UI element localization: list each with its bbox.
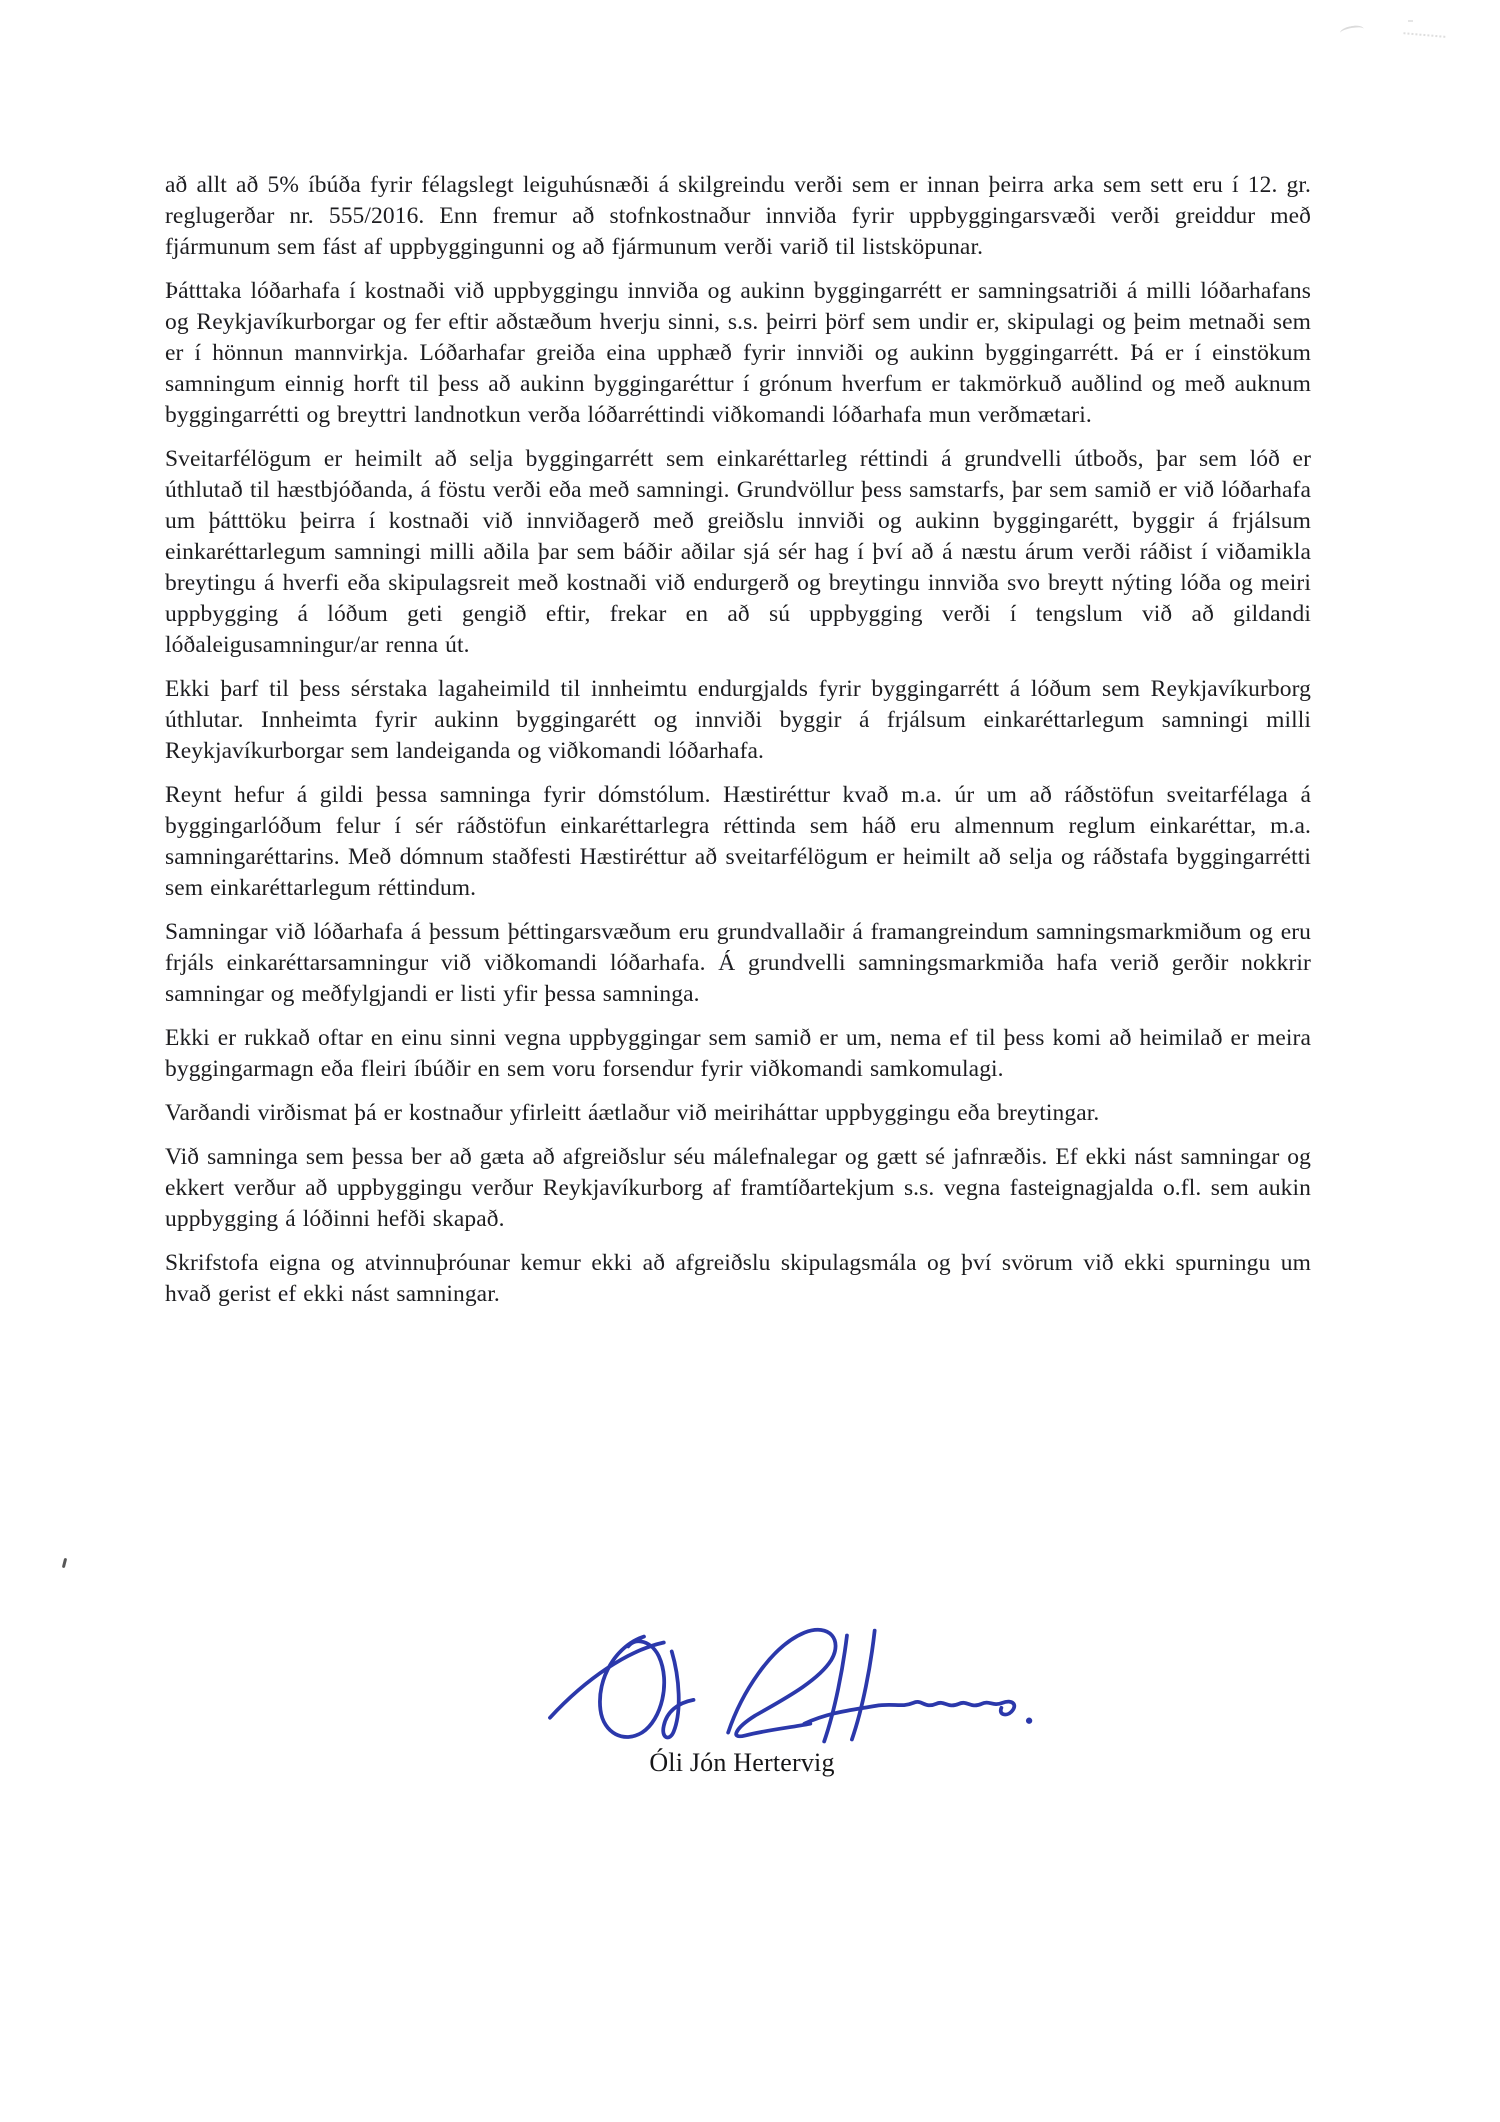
scan-artifact [62,1558,67,1568]
signature-printed-name: Óli Jón Hertervig [649,1748,835,1777]
signature-stroke [852,1631,875,1740]
paragraph: Við samninga sem þessa ber að gæta að afgreiðslur séu málefnalegar og gætt sé jafnræðis. Ef ekki nást samningar og ekkert verður að uppbyggingu verður Reykjavíkurborg af framtíðartekjum s.s. vegna fasteignagjalda o.fl. sem aukin uppbygging á lóðinni hefði skapað. [165,1144,1311,1232]
scan-artifact [1339,24,1364,38]
paragraph: Skrifstofa eigna og atvinnuþróunar kemur ekki að afgreiðslu skipulagsmála og því svörum við ekki spurningu um hvað gerist ef ekki nást samningar. [165,1250,1311,1307]
paragraph: Sveitarfélögum er heimilt að selja byggingarrétt sem einkaréttarleg réttindi á grundvelli útboðs, þar sem lóð er úthlutað til hæstbjóðanda, á föstu verði eða með samningi. Grundvöllur þess samstarfs, þar sem samið er við lóðarhafa um þátttöku þeirra í kostnaði við innviðagerð með greiðslu innviði og aukinn byggingarétt, byggir á frjálsum einkaréttarlegum samningi milli aðila þar sem báðir aðilar sjá sér hag í því að á næstu árum verði ráðist í viðamikla breytingu á hverfi eða skipulagsreit með kostnaði við endurgerð og breytingu innviða svo breytt nýting lóða og meiri uppbygging á lóðum geti gengið eftir, frekar en að sú uppbygging verði í tengslum við að gildandi lóðaleigusamningur/ar renna út. [165,446,1311,658]
paragraph: Reynt hefur á gildi þessa samninga fyrir dómstólum. Hæstiréttur kvað m.a. úr um að ráðstöfun sveitarfélaga á byggingarlóðum felur í sér ráðstöfun einkaréttarlegra réttinda sem háð eru almennum reglum einkaréttar, m.a. samningaréttarins. Með dómnum staðfesti Hæstiréttur að sveitarfélögum er heimilt að selja og ráðstafa byggingarrétti sem einkaréttarlegum réttindum. [165,782,1311,901]
paragraph: Þátttaka lóðarhafa í kostnaði við uppbyggingu innviða og aukinn byggingarrétt er samningsatriði á milli lóðarhafans og Reykjavíkurborgar og fer eftir aðstæðum hverju sinni, s.s. þeirri þörf sem undir er, skipulagi og þeim metnaði sem er í hönnun mannvirkja. Lóðarhafar greiða eina upphæð fyrir innviði og aukinn byggingarrétt. Þá er í einstökum samningum einnig horft til þess að aukinn byggingaréttur í grónum hverfum er takmörkuð auðlind og með auknum byggingarrétti og breyttri landnotkun verða lóðarréttindi viðkomandi lóðarhafa mun verðmætari. [165,278,1311,428]
signature-block [0,1615,1500,1795]
scan-artifact [1403,32,1446,47]
paragraph: Samningar við lóðarhafa á þessum þéttingarsvæðum eru grundvallaðir á framangreindum samningsmarkmiðum og eru frjáls einkaréttarsamningur við viðkomandi lóðarhafa. Á grundvelli samningsmarkmiða hafa verið gerðir nokkrir samningar og meðfylgjandi er listi yfir þessa samninga. [165,919,1311,1007]
signature-stroke [728,1630,835,1737]
scan-artifact [1408,20,1413,22]
paragraph: Ekki þarf til þess sérstaka lagaheimild til innheimtu endurgjalds fyrir byggingarrétt á lóðum sem Reykjavíkurborg úthlutar. Innheimta fyrir aukinn byggingarétt og innviði byggir á frjálsum einkaréttarlegum samningi milli Reykjavíkurborgar sem landeiganda og viðkomandi lóðarhafa. [165,676,1311,764]
signature-stroke [663,1651,693,1737]
paragraph: að allt að 5% íbúða fyrir félagslegt leiguhúsnæði á skilgreindu verði sem er innan þeirra arka sem sett eru í 12. gr. reglugerðar nr. 555/2016. Enn fremur að stofnkostnaður innviða fyrir uppbyggingarsvæði verði greiddur með fjármunum sem fást af uppbyggingunni og að fjármunum verði varið til listsköpunar. [165,172,1311,260]
signature-stroke [550,1642,664,1717]
signature-period-dot [1026,1718,1032,1724]
paragraph: Varðandi virðismat þá er kostnaður yfirleitt áætlaður við meiriháttar uppbyggingu eða breytingar. [165,1100,1100,1126]
document-body [165,170,1311,1323]
paragraph: Ekki er rukkað oftar en einu sinni vegna uppbyggingar sem samið er um, nema ef til þess komi að heimilað er meira byggingarmagn eða fleiri íbúðir en sem voru forsendur fyrir viðkomandi samkomulagi. [165,1025,1311,1082]
signature-ink [545,1620,1040,1760]
signature-stroke [600,1637,664,1737]
